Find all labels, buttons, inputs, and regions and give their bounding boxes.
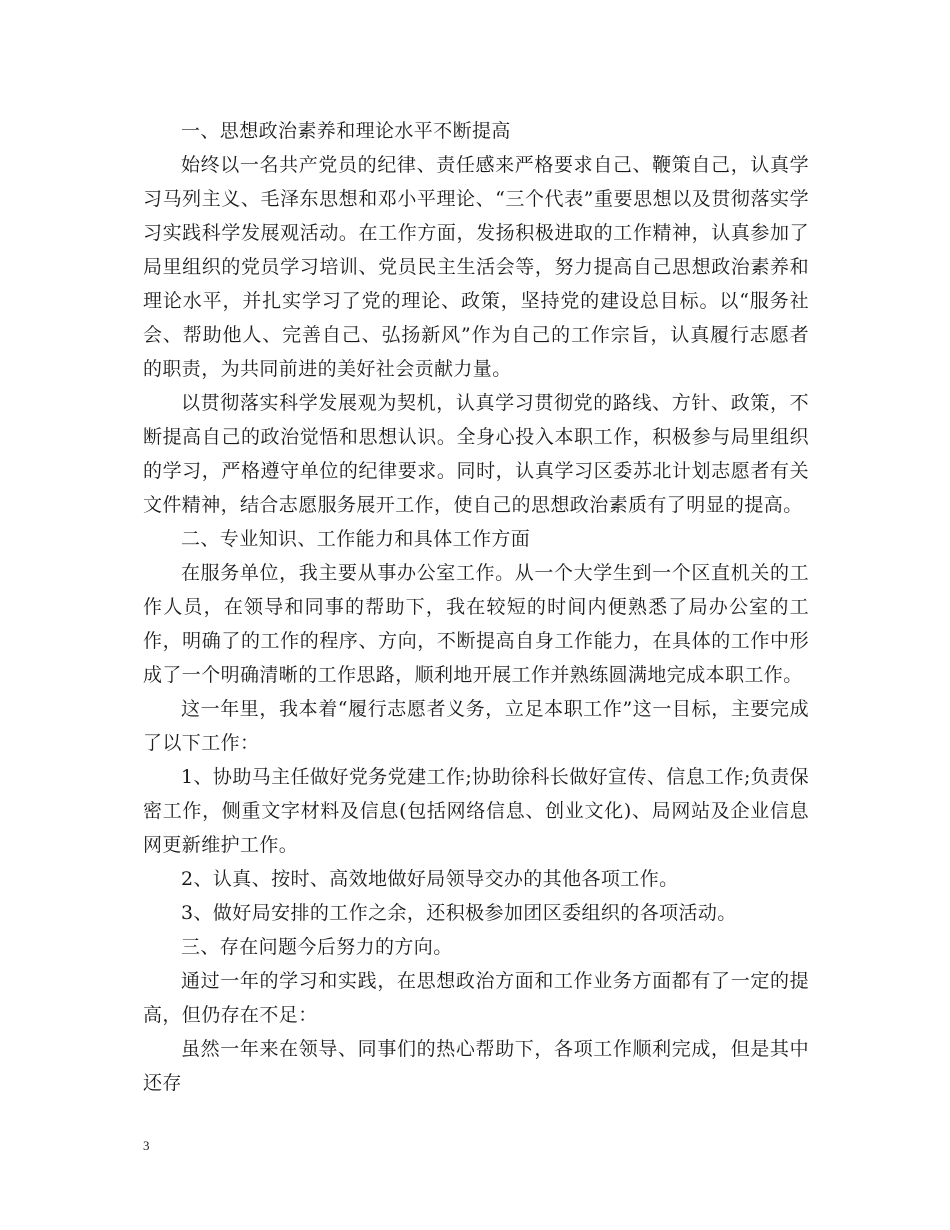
paragraph: 虽然一年来在领导、同事们的热心帮助下，各项工作顺利完成，但是其中还存 bbox=[143, 1038, 809, 1094]
section-heading-3: 三、存在问题今后努力的方向。 bbox=[181, 936, 453, 958]
list-item: 3、做好局安排的工作之余，还积极参加团区委组织的各项活动。 bbox=[181, 902, 737, 924]
list-item: 1、协助马主任做好党务党建工作;协助徐科长做好宣传、信息工作;负责保密工作，侧重文字材料及信息(包括网络信息、创业文化)、局网站及企业信息网更新维护工作。 bbox=[143, 766, 809, 856]
paragraph: 以贯彻落实科学发展观为契机，认真学习贯彻党的路线、方针、政策，不断提高自己的政治觉悟和思想认识。全身心投入本职工作，积极参与局里组织的学习，严格遵守单位的纪律要求。同时，认真学习区委苏北计划志愿者有关文件精神，结合志愿服务展开工作，使自己的思想政治素质有了明显的提高。 bbox=[143, 392, 809, 516]
paragraph: 始终以一名共产党员的纪律、责任感来严格要求自己、鞭策自己，认真学习马列主义、毛泽东思想和邓小平理论、“三个代表”重要思想以及贯彻落实学习实践科学发展观活动。在工作方面，发扬积极进取的工作精神，认真参加了局里组织的党员学习培训、党员民主生活会等，努力提高自己思想政治素养和理论水平，并扎实学习了党的理论、政策，坚持党的建设总目标。以“服务社会、帮助他人、完善自己、弘扬新风”作为自己的工作宗旨，认真履行志愿者的职责，为共同前进的美好社会贡献力量。 bbox=[143, 154, 809, 380]
document-body bbox=[143, 114, 809, 1100]
paragraph: 在服务单位，我主要从事办公室工作。从一个大学生到一个区直机关的工作人员，在领导和同事的帮助下，我在较短的时间内便熟悉了局办公室的工作，明确了的工作的程序、方向，不断提高自身工作能力，在具体的工作中形成了一个明确清晰的工作思路，顺利地开展工作并熟练圆满地完成本职工作。 bbox=[143, 562, 809, 686]
list-item: 2、认真、按时、高效地做好局领导交办的其他各项工作。 bbox=[181, 868, 679, 890]
section-heading-2: 二、专业知识、工作能力和具体工作方面 bbox=[181, 528, 531, 550]
page-number: 3 bbox=[143, 1138, 150, 1153]
paragraph: 通过一年的学习和实践，在思想政治方面和工作业务方面都有了一定的提高，但仍存在不足： bbox=[143, 970, 809, 1026]
paragraph: 这一年里，我本着“履行志愿者义务，立足本职工作”这一目标，主要完成了以下工作： bbox=[143, 698, 809, 754]
section-heading-1: 一、思想政治素养和理论水平不断提高 bbox=[181, 120, 511, 142]
